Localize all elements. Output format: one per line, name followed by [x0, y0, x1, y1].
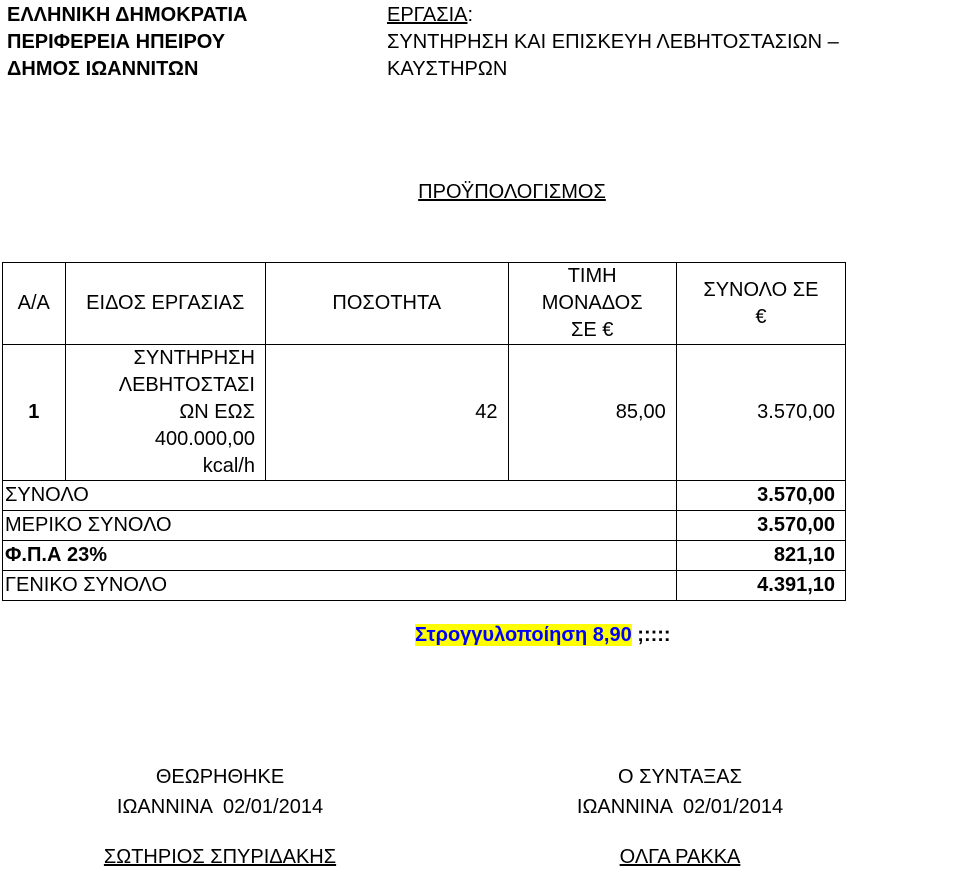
header-unit-price-line: ΤΙΜΗ — [567, 265, 617, 287]
table-header-row — [3, 263, 846, 345]
totals-label: ΜΕΡΙΚΟ ΣΥΝΟΛΟ — [3, 511, 677, 541]
budget-table — [2, 262, 846, 601]
signature-role: Ο ΣΥΝΤΑΞΑΣ — [617, 766, 743, 788]
rounding-highlight: Στρογγυλοποίηση 8,90 — [415, 624, 632, 646]
issuer-line-region: ΠΕΡΙΦΕΡΕΙΑ ΗΠΕΙΡΟΥ — [7, 31, 226, 53]
desc-line: 400.000,00 — [154, 428, 255, 450]
totals-value: 3.570,00 — [676, 481, 845, 511]
job-block — [387, 2, 960, 83]
row-description — [65, 345, 265, 481]
issuer-line-country: ΕΛΛΗΝΙΚΗ ΔΗΜΟΚΡΑΤΙΑ — [7, 4, 248, 26]
row-aa: 1 — [3, 345, 66, 481]
rounding-note — [415, 624, 671, 647]
job-colon: : — [467, 4, 474, 26]
totals-label: Φ.Π.Α 23% — [3, 541, 677, 571]
desc-line: ΛΕΒΗΤΟΣΤΑΣΙ — [118, 374, 255, 396]
document-title: ΠΡΟΫΠΟΛΟΓΙΣΜΟΣ — [418, 181, 606, 203]
desc-line: ΣΥΝΤΗΡΗΣΗ — [133, 347, 255, 369]
rounding-suffix: ;:::: — [631, 624, 671, 646]
signature-name: ΟΛΓΑ ΡΑΚΚΑ — [619, 846, 741, 868]
desc-line: kcal/h — [202, 455, 255, 477]
desc-line: ΩΝ ΕΩΣ — [179, 401, 255, 423]
totals-label: ΓΕΝΙΚΟ ΣΥΝΟΛΟ — [3, 571, 677, 601]
row-total: 3.570,00 — [676, 345, 845, 481]
header-unit-price-line: ΜΟΝΑΔΟΣ — [541, 292, 643, 314]
job-title: ΣΥΝΤΗΡΗΣΗ ΚΑΙ ΕΠΙΣΚΕΥΗ ΛΕΒΗΤΟΣΤΑΣΙΩΝ – ΚΑΥΣΤΗΡΩΝ — [387, 31, 839, 80]
header-total-line: ΣΥΝΟΛΟ ΣΕ — [703, 278, 819, 301]
header-unit-price-line: ΣΕ € — [570, 319, 614, 341]
totals-row-grand-total — [3, 571, 846, 601]
totals-value: 3.570,00 — [676, 511, 845, 541]
header-quantity: ΠΟΣΟΤΗΤΑ — [265, 263, 508, 345]
totals-value: 4.391,10 — [676, 571, 845, 601]
signature-place-date: ΙΩΑΝΝΙΝΑ 02/01/2014 — [576, 796, 784, 818]
totals-row-sum — [3, 481, 846, 511]
signature-place-date: ΙΩΑΝΝΙΝΑ 02/01/2014 — [116, 796, 324, 818]
job-label: ΕΡΓΑΣΙΑ — [387, 4, 468, 26]
issuer-block — [7, 2, 248, 83]
header-total-line: € — [755, 305, 767, 328]
signature-name: ΣΩΤΗΡΙΟΣ ΣΠΥΡΙΔΑΚΗΣ — [103, 846, 337, 868]
table-row — [3, 345, 846, 481]
header-work-type: ΕΙΔΟΣ ΕΡΓΑΣΙΑΣ — [65, 263, 265, 345]
totals-row-vat — [3, 541, 846, 571]
totals-row-subtotal — [3, 511, 846, 541]
header-unit-price — [508, 263, 676, 345]
header-aa: Α/Α — [3, 263, 66, 345]
row-quantity: 42 — [265, 345, 508, 481]
totals-label: ΣΥΝΟΛΟ — [3, 481, 677, 511]
issuer-line-municipality: ΔΗΜΟΣ ΙΩΑΝΝΙΤΩΝ — [7, 58, 199, 80]
row-unit-price: 85,00 — [508, 345, 676, 481]
signature-role: ΘΕΩΡΗΘΗΚΕ — [155, 766, 285, 788]
signature-left — [100, 762, 340, 872]
header-total — [676, 263, 845, 345]
totals-value: 821,10 — [676, 541, 845, 571]
signature-right — [560, 762, 800, 872]
